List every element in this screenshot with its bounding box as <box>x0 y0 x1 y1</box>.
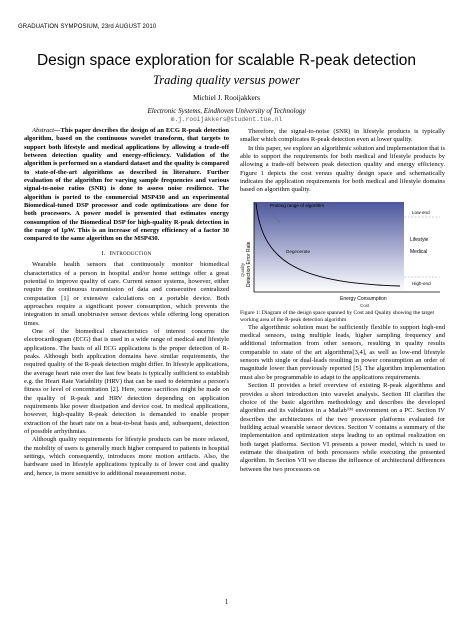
intro-paragraph-7: Section II provides a brief overview of existing R-peak algorithms and provides a short introduction into wavelet analysis. Section III clarifies the choice of the basic algorithm methodology and describes the developed algorithm and its validation in a Matlab™ environment on a PC. Section IV describes the architectures of the two processor platforms evaluated for building actual wearable sensor devices. Section V contains a summary of the implementation and optimization steps leading to an optimal realization on both target platforms. Section VI presents a power model, which is used to estimate the dissipation of both processors while executing the presented algorithm. In Section VII we discuss the influence of architectural differences between the two processors on <box>240 382 445 473</box>
high-end-label: High-end <box>412 280 431 286</box>
degenerate-label: Degenerate <box>286 248 311 254</box>
low-end-label: Low-end <box>412 209 430 215</box>
medical-label: Medical <box>410 248 428 255</box>
section-title: Introduction <box>109 249 152 257</box>
x-axis-sublabel: Cost <box>360 302 370 308</box>
design-space-diagram <box>240 199 445 309</box>
prolong-range-label: Prolong range of algorithm <box>270 202 325 208</box>
intro-paragraph-5: In this paper, we explore an algorithmic solution and implementation that is able to support the requirements for both medical and lifestyle products by allowing a trade-off between peak detection quality and energy efficiency. Figure 1 depicts the cost versus quality design space and schematically indicates the application requirements for both medical and lifestyle domains based on algorithm quality. <box>240 144 445 194</box>
intro-paragraph-3: Although quality requirements for lifestyle products can be more relaxed, the mobility of users is generally much higher compared to patients in hospital settings, which consequently, introduces more motion artifacts. Also, the hardware used in lifestyle applications typically is of lower cost and quality and, hence, is more sensitive to additional measurement noise. <box>24 436 229 477</box>
intro-paragraph-1: Wearable health sensors that continuously monitor biomedical characteristics of a person in hospital and/or home settings offer a great potential to improve quality of care. Current sensor systems, however, either require the continuous transmission of data and consecutive centralized computation [1] or extensive calculations on a portable device. Both approaches require a significant power consumption, which prevents the integration in small unobtrusive sensor devices while offering long operation times. <box>24 261 229 327</box>
abstract-label: Abstract <box>32 127 55 134</box>
figure-caption: Figure 1: Diagram of the design space spanned by Cost and Quality showing the target working area of the R-peak detection algorithm <box>240 309 435 323</box>
author-name: Michiel J. Rooijakkers <box>192 93 261 102</box>
left-column <box>24 127 229 478</box>
running-head: GRADUATION SYMPOSIUM, 23rd AUGUST 2010 <box>18 24 157 30</box>
intro-paragraph-2: One of the biomedical characteristics of interest concerns the electrocardiogram (ECG) that is used in a wide range of medical and lifestyle applications. The basis of all ECG applications is the proper detection of R-peaks. Although both application domains have similar requirements, the required quality of the R-peak detection might differ. In lifestyle applications, the average heart rate over the last few beats is typically sufficient to establish e.g. the Heart Rate Variability (HRV) that can be used to determine a person's fitness or level of concentration [2]. Here, some sacrifices might be made on the quality of R-peak and HRV detection depending on application requirements like power dissipation and device cost. In medical applications, however, high-quality R-peak detection is demanded to enable proper extraction of the heart rate on a beat-to-beat basis and, subsequent, detection of possible arrhythmias. <box>24 327 229 436</box>
intro-paragraph-6: The algorithmic solution must be sufficiently flexible to support high-end medical sensors, using multiple leads, higher sampling frequency and additional information from other sensors, resulting in quality results comparable to state of the art algorithms[3,4], as well as low-end lifestyle sensors with single or dual-leads resulting in power consumption an order of magnitude lower than previously reported [5]. The algorithm implementation must also be programmable to adapt to the applications requirements. <box>240 323 445 381</box>
paper-subtitle: Trading quality versus power <box>153 73 300 87</box>
figure-design-space <box>240 199 445 309</box>
abstract <box>24 127 229 244</box>
section-heading-introduction <box>24 250 229 258</box>
y-axis-label: Detection Error Rate <box>246 241 252 287</box>
x-axis-label: Energy Consumption <box>340 295 387 302</box>
intro-paragraph-4: Therefore, the signal-to-noise (SNR) in lifestyle products is typically smaller which complicates R-peak detection even at lower quality. <box>240 128 445 144</box>
y-axis-sublabel: Quality <box>240 262 245 277</box>
author-affiliation: Electronic Systems, Eindhoven University of Technology <box>147 107 306 115</box>
section-number: I. <box>101 249 106 257</box>
right-column <box>240 128 445 474</box>
abstract-text: —This paper describes the design of an ECG R-peak detection algorithm, based on the continuous wavelet transform, that targets to support both lifestyle and medical applications by allowing a trade-off between detection quality and energy-efficiency. Validation of the algorithm is performed on a standard dataset and the quality is compared to state-of-the-art algorithms as described in literature. Further evaluation of the algorithm for varying sample frequencies and various signal-to-noise ratios (SNR) is done to assess noise resilience. The algorithm is ported to the commercial MSP430 and an experimental Biomedical-tuned DSP processor and code optimizations are done for both processors. A power model is presented that estimates energy consumption of the Biomedical DSP for high-quality R-peak detection in the range of 1μW. This is an increase of energy efficiency of a factor 30 compared to the same algorithm on the MSP430. <box>24 127 229 243</box>
page-number: 1 <box>224 598 229 606</box>
lifestyle-label: Lifestyle <box>410 236 429 243</box>
author-email[interactable]: m.j.rooijakkers@student.tue.nl <box>170 116 283 123</box>
paper-title: Design space exploration for scalable R-peak detection <box>36 52 417 69</box>
